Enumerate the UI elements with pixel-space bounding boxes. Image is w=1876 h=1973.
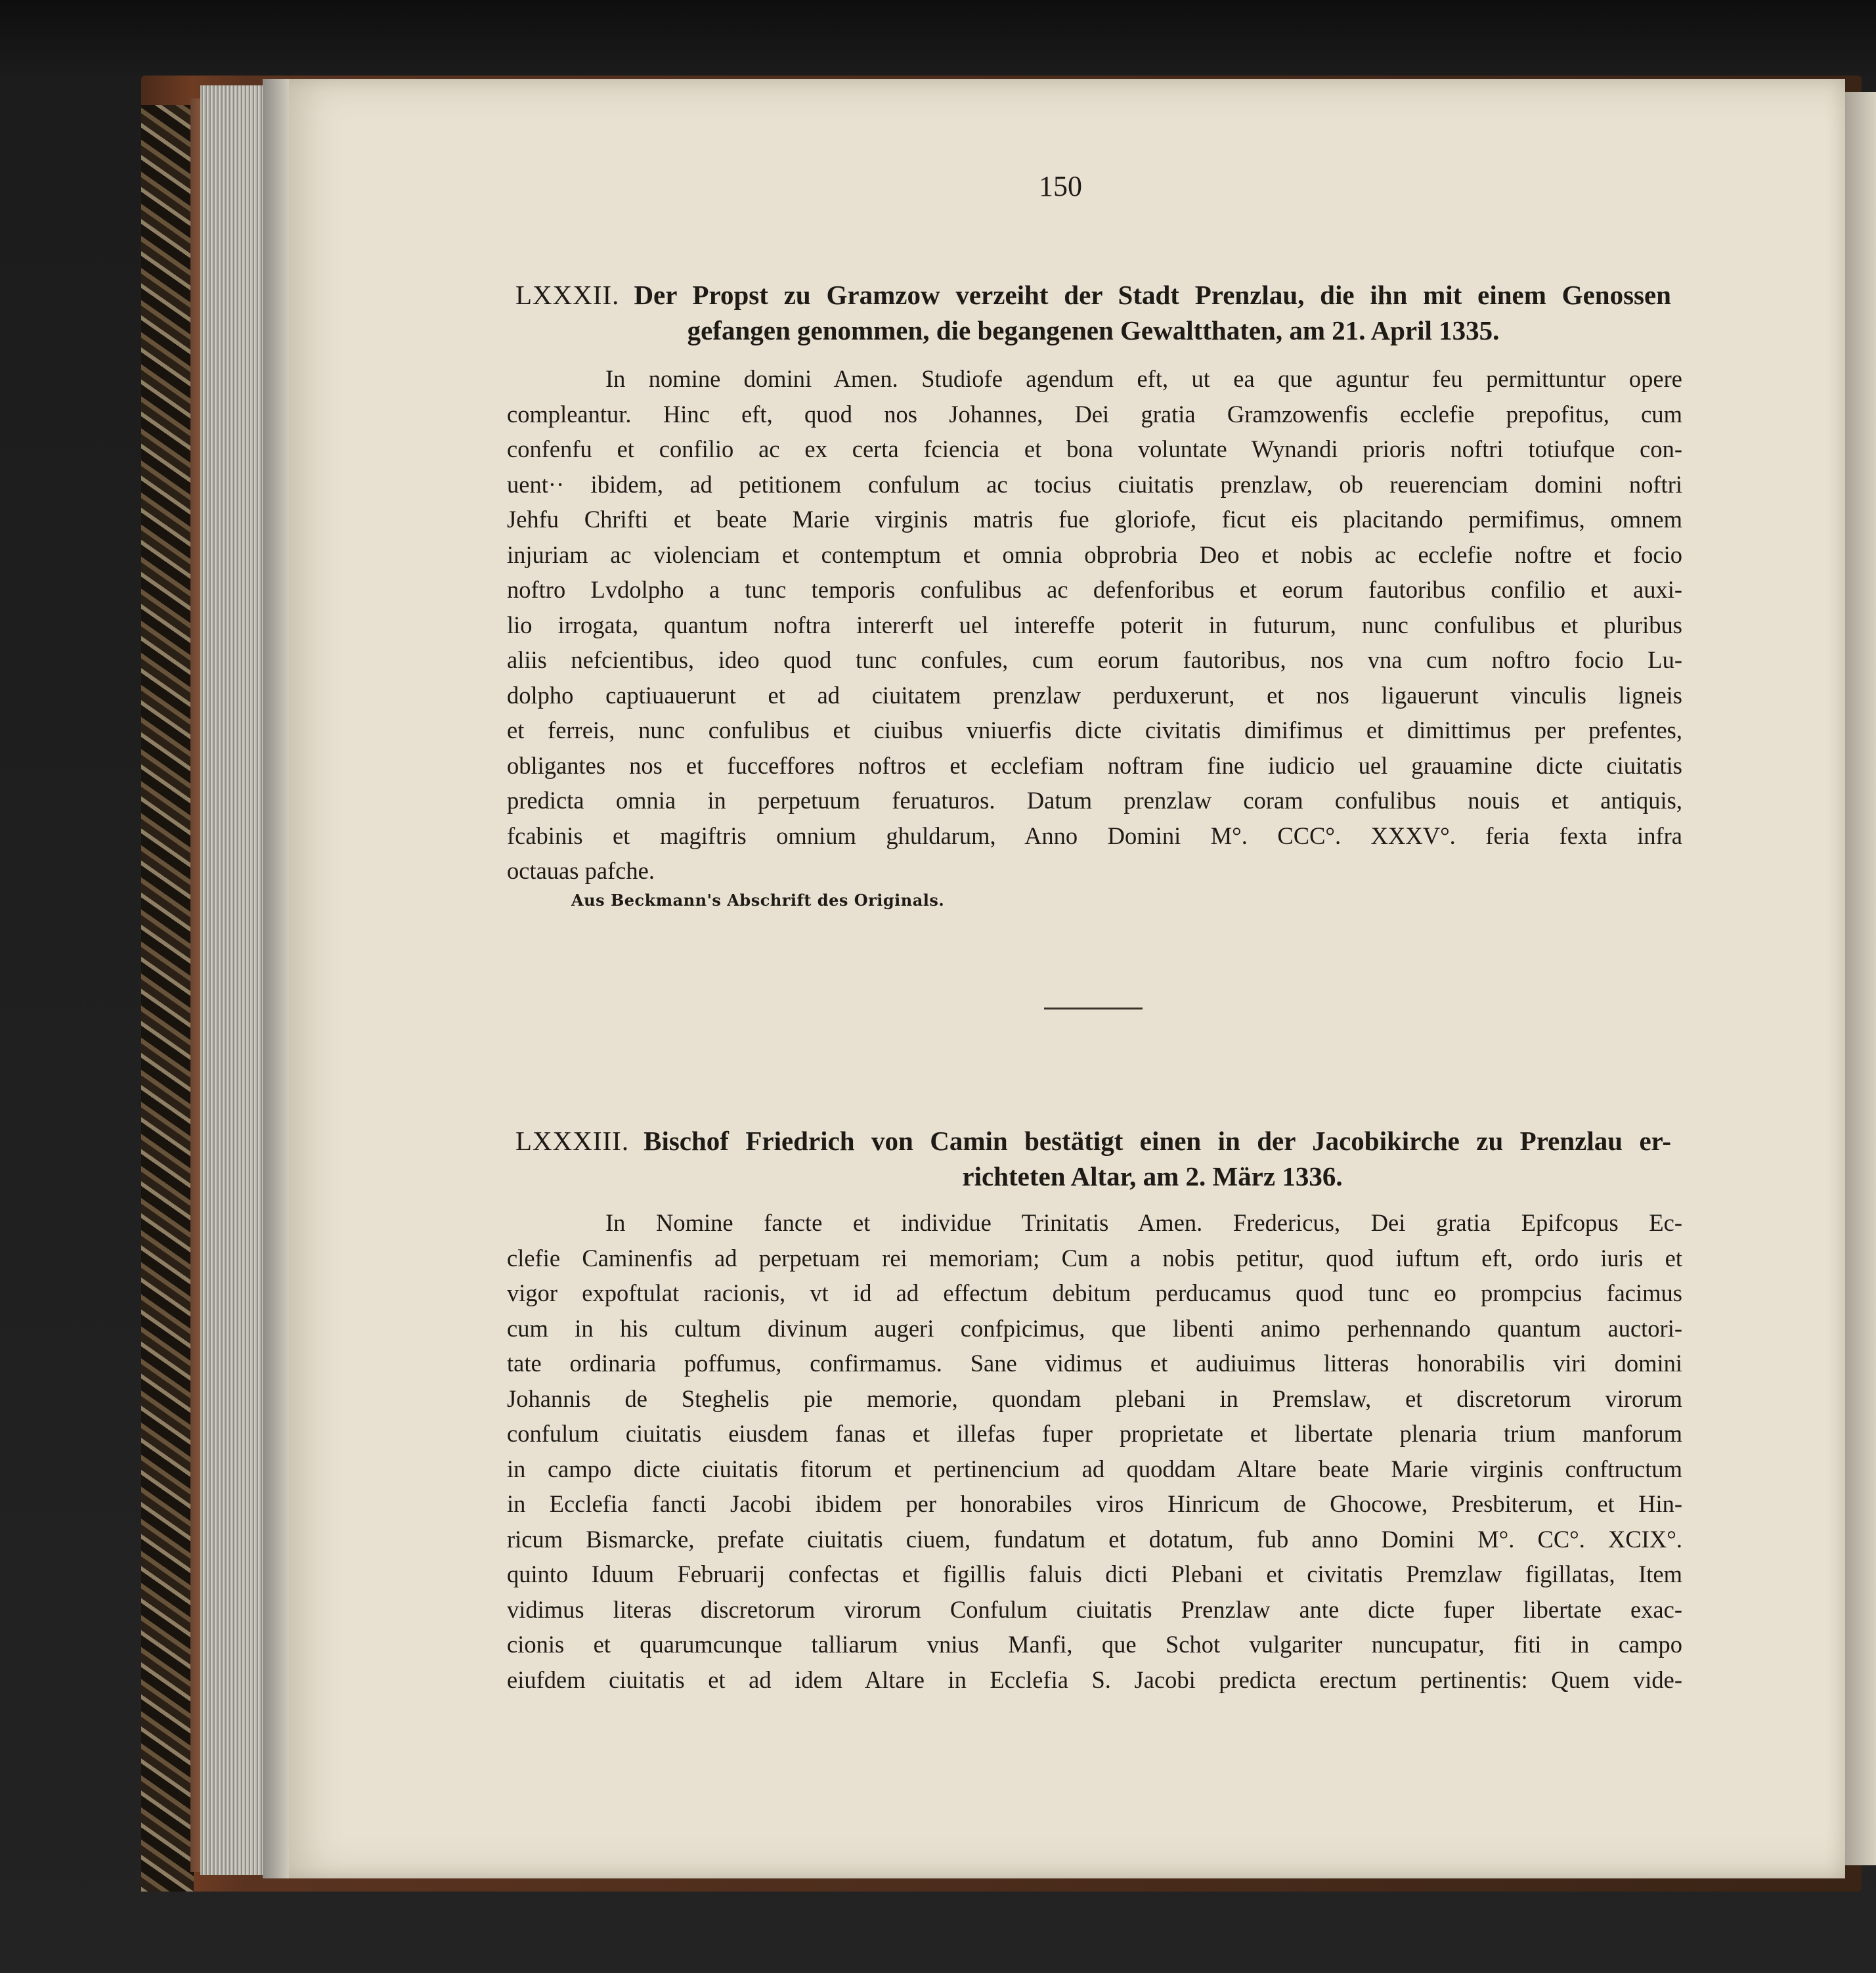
doc1-line: confenfu et confilio ac ex certa fciencia et bona voluntate Wynandi prioris noftri totiufque con- [507, 435, 1682, 462]
doc1-line: fcabinis et magiftris omnium ghuldarum, Anno Domini M°. CCC°. XXXV°. feria fexta infra [507, 822, 1682, 849]
doc1-line: uent·· ibidem, ad petitionem confulum ac tocius ciuitatis prenzlaw, ob reuerenciam domini noftri [507, 470, 1682, 498]
doc2-line: vidimus literas discretorum virorum Confulum ciuitatis Prenzlaw ante dicte fuper libertate exac- [507, 1595, 1682, 1623]
doc2-line: cionis et quarumcunque talliarum vnius Manfi, que Schot vulgariter nuncupatur, fiti in campo [507, 1631, 1682, 1658]
book-page [276, 79, 1845, 1878]
doc1-source-note: Aus Beckmann's Abschrift des Originals. [571, 891, 945, 910]
doc2-line: In Nomine fancte et individue Trinitatis Amen. Fredericus, Dei gratia Epifcopus Ec- [605, 1209, 1682, 1236]
doc1-line: et ferreis, nunc confulibus et ciuibus vniuerfis dicte civitatis dimifimus et dimittimus per prefentes, [507, 717, 1682, 743]
marbled-board [141, 105, 194, 1892]
doc1-body [507, 361, 1682, 889]
doc2-line: vigor expoftulat racionis, vt id ad effectum debitum perducamus quod tunc eo prompcius facimus [507, 1279, 1682, 1306]
doc1-line: In nomine domini Amen. Studiofe agendum eft, ut ea que aguntur feu permittuntur opere [605, 365, 1682, 392]
doc2-title-line1: Bischof Friedrich von Camin bestätigt einen in der Jacobikirche zu Prenzlau er- [644, 1126, 1671, 1156]
doc1-title-line2: gefangen genommen, die begangenen Gewaltthaten, am 21. April 1335. [687, 315, 1500, 345]
doc2-body [507, 1205, 1682, 1697]
doc2-line: quinto Iduum Februarij confectas et figillis faluis dicti Plebani et civitatis Premzlaw figillatas, Item [507, 1561, 1682, 1587]
doc1-line: octauas pafche. [507, 857, 655, 884]
doc1-heading-line1 [515, 277, 1671, 313]
doc1-number: LXXXII. [515, 280, 620, 310]
doc1-line: Jehfu Chrifti et beate Marie virginis matris fue gloriofe, ficut eis placitando permifimus, omnem [507, 506, 1682, 533]
page-number: 150 [1039, 170, 1082, 202]
doc2-line: in campo dicte ciuitatis fitorum et pertinencium ad quoddam Altare beate Marie virginis conftructum [507, 1455, 1682, 1482]
doc1-line: aliis nefcientibus, ideo quod tunc confules, cum eorum fautoribus, nos vna cum noftro focio Lu- [507, 646, 1682, 673]
doc2-line: Johannis de Steghelis pie memorie, quondam plebani in Premslaw, et discretorum virorum [507, 1385, 1682, 1412]
doc2-heading [515, 1123, 1671, 1194]
doc1-line: injuriam ac violenciam et contemptum et omnia obprobria Deo et nobis ac ecclefie noftre et focio [507, 541, 1682, 568]
doc2-line: clefie Caminenfis ad perpetuam rei memoriam; Cum a nobis petitur, quod iuftum eft, ordo iuris et [507, 1244, 1682, 1272]
doc1-line: noftro Lvdolpho a tunc temporis confulibus ac defenforibus et eorum fautoribus confilio et auxi- [507, 576, 1682, 603]
doc2-number: LXXXIII. [515, 1126, 630, 1156]
doc2-heading-line1 [515, 1123, 1671, 1159]
page-gutter-shadow [263, 79, 289, 1878]
doc1-line: predicta omnia in perpetuum feruaturos. Datum prenzlaw coram confulibus nouis et antiquis, [507, 787, 1682, 814]
doc1-heading [515, 277, 1671, 348]
doc1-title-line1: Der Propst zu Gramzow verzeiht der Stadt Prenzlau, die ihn mit einem Genossen [634, 280, 1671, 310]
doc1-line: dolpho captiuauerunt et ad ciuitatem prenzlaw perduxerunt, et nos ligauerunt vinculis ligneis [507, 681, 1682, 709]
doc1-line: lio irrogata, quantum noftra intererft uel intereffe poterit in futurum, nunc confulibus et pluribus [507, 611, 1682, 638]
doc2-line: confulum ciuitatis eiusdem fanas et illefas fuper proprietate et libertate plenaria trium manforum [507, 1420, 1682, 1447]
doc1-line: obligantes nos et fucceffores noftros et ecclefiam noftram fine iudicio uel grauamine dicte ciuitatis [507, 751, 1682, 779]
page-edges [200, 85, 273, 1875]
doc2-line: in Ecclefia fancti Jacobi ibidem per honorabiles viros Hinricum de Ghocowe, Presbiterum, et Hin- [507, 1490, 1682, 1517]
doc2-line: ricum Bismarcke, prefate ciuitatis ciuem, fundatum et dotatum, fub anno Domini M°. CC°. XCIX°. [507, 1525, 1682, 1553]
doc1-line: compleantur. Hinc eft, quod nos Johannes, Dei gratia Gramzowenfis ecclefie prepofitus, cum [507, 400, 1682, 428]
section-divider [1044, 1008, 1143, 1009]
doc2-line: cum in his cultum divinum augeri confpicimus, que libenti animo perhennando quantum auctori- [507, 1314, 1682, 1342]
doc2-title-line2: richteten Altar, am 2. März 1336. [962, 1161, 1343, 1191]
doc2-line: eiufdem ciuitatis et ad idem Altare in Ecclefia S. Jacobi predicta erectum pertinentis: Quem vide- [507, 1666, 1682, 1693]
doc2-line: tate ordinaria poffumus, confirmamus. Sane vidimus et audiuimus litteras honorabilis viri domini [507, 1350, 1682, 1377]
